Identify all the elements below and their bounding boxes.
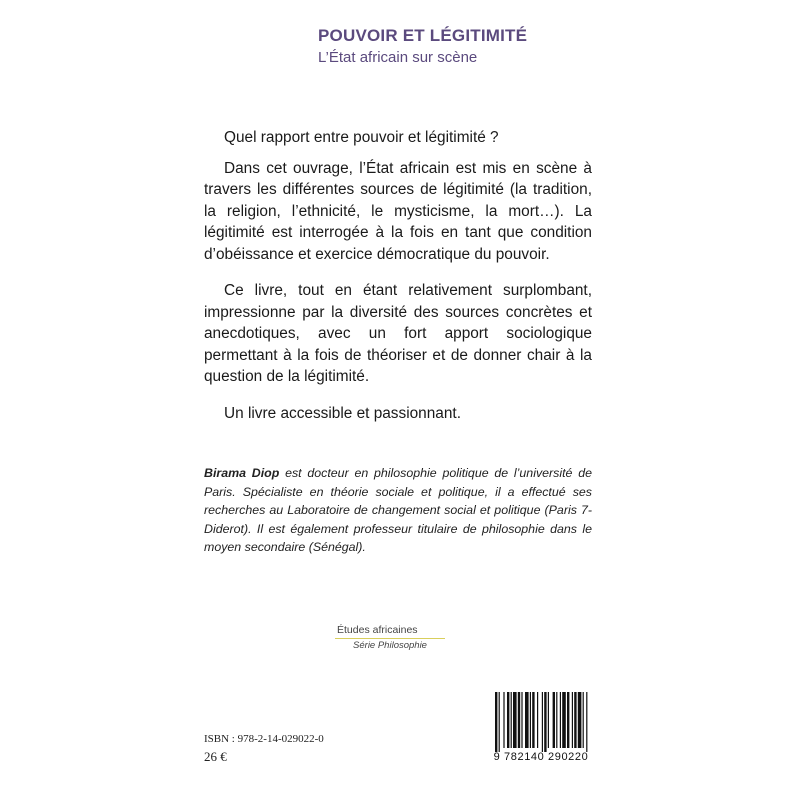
back-cover-blurb	[204, 127, 592, 439]
author-bio-text: est docteur en philosophie politique de l’université de Paris. Spécialiste en théorie sociale et politique, il a effectué ses recherches au Laboratoire de changement social et politique (Paris 7-Diderot). Il est également professeur titulaire de philosophie dans le moyen secondaire (Sénégal).	[204, 466, 592, 555]
blurb-paragraph-appraisal: Ce livre, tout en étant relativement surplombant, impressionne par la diversité des sources concrètes et anecdotiques, avec un fort apport sociologique permettant à la fois de théoriser et de donner chair à la question de la légitimité.	[204, 282, 592, 386]
blurb-paragraph-description: Dans cet ouvrage, l’État africain est mis en scène à travers les différentes sources de légitimité (la tradition, la religion, l’ethnicité, le mysticisme, la mort…). La légitimité est interrogée à la fois en tant que condition d’obéissance et exercice démocratique du pouvoir.	[204, 159, 592, 263]
series-name: Études africaines	[335, 624, 445, 639]
subseries-name: Série Philosophie	[353, 640, 427, 651]
book-title: POUVOIR ET LÉGITIMITÉ	[318, 26, 528, 45]
barcode-digits: 9 782140 290220	[493, 751, 589, 763]
blurb-paragraph-question: Quel rapport entre pouvoir et légitimité ?	[224, 129, 499, 146]
book-subtitle: L’État africain sur scène	[318, 49, 478, 66]
author-name: Birama Diop	[204, 466, 280, 480]
series-block	[335, 624, 445, 651]
blurb-paragraph-conclusion: Un livre accessible et passionnant.	[224, 404, 461, 422]
barcode-bars	[489, 692, 593, 752]
isbn-label: ISBN : 978-2-14-029022-0	[204, 733, 324, 745]
price-label: 26 €	[204, 749, 227, 764]
author-bio	[204, 464, 592, 557]
